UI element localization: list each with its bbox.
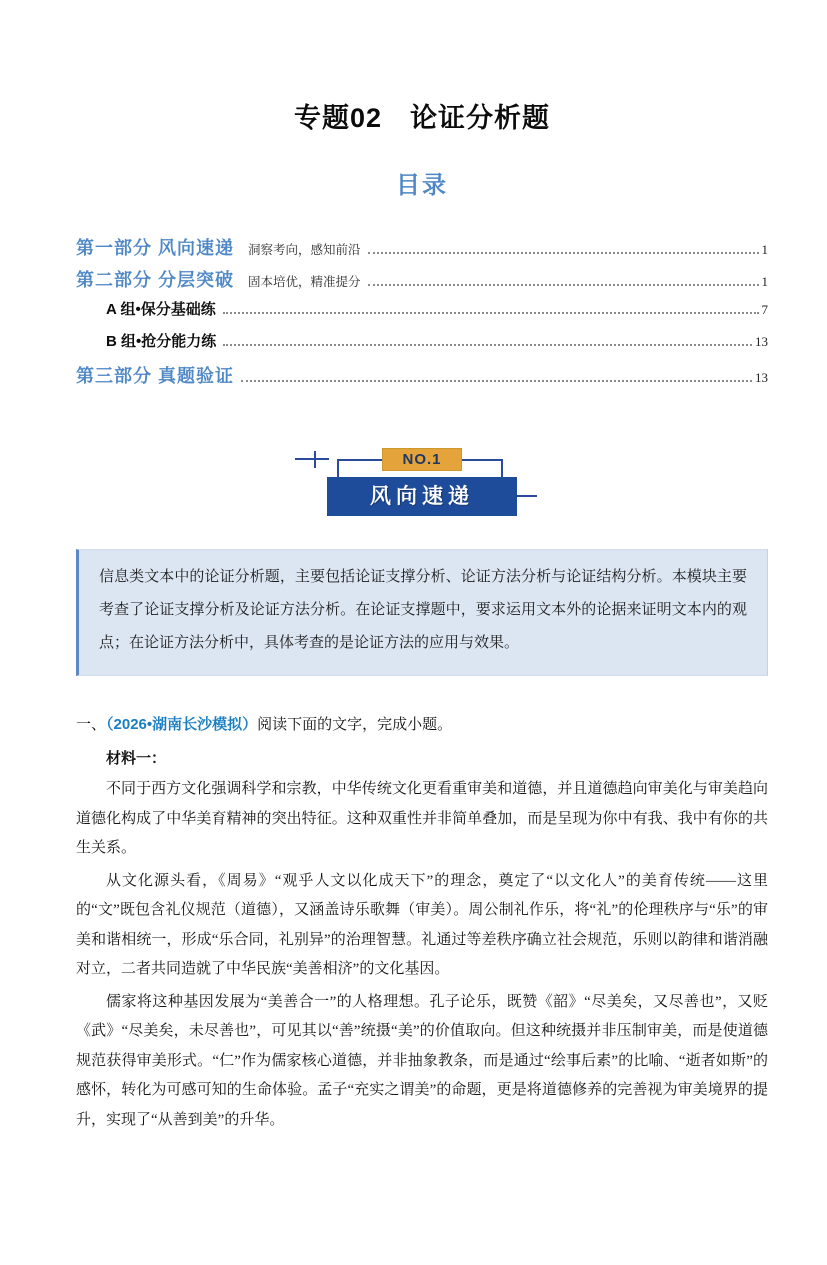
toc-page-number: 1 [761,242,768,257]
toc-entry-label: B 组•抢分能力练 [106,333,217,350]
toc-entry-group-b[interactable] [76,330,768,362]
section-intro-text: 信息类文本中的论证分析题，主要包括论证支撑分析、论证方法分析与论证结构分析。本模块主要考查了论证支撑分析及论证方法分析。在论证支撑题中，要求运用文本外的论据来证明文本内的观点；在论证方法分析中，具体考查的是论证方法的应用与效果。 [99,569,747,651]
toc-title: 目录 [396,172,448,199]
section-number-badge: NO.1 [382,448,462,471]
question-source-citation: （2026•湖南长沙模拟） [106,716,258,733]
toc-page-number: 1 [761,274,768,289]
material-label: 材料一： [106,750,167,767]
toc-entry-label: 第一部分 风向速递 [76,238,235,258]
page-title: 专题02 论证分析题 [293,103,551,133]
toc-dot-leader [368,284,759,286]
toc-entry-label: 第三部分 真题验证 [76,366,235,386]
section-banner-title: 风向速递 [327,477,517,516]
toc-entry-part1[interactable] [76,234,768,266]
toc-dot-leader [368,252,759,254]
question-instruction: 阅读下面的文字，完成小题。 [257,716,453,733]
banner-left-dash [295,458,329,460]
banner-right-dash [517,495,537,497]
material-paragraph: 儒家将这种基因发展为“美善合一”的人格理想。孔子论乐，既赞《韶》“尽美矣，又尽善也”，又贬《武》“尽美矣，未尽善也”，可见其以“善”统摄“美”的价值取向。但这种统摄并非压制审美，而是使道德规范获得审美形式。“仁”作为儒家核心道德，并非抽象教条，而是通过“绘事后素”的比喻、“逝者如斯”的感怀，转化为可感可知的生命体验。孟子“充实之谓美”的命题，更是将道德修养的完善视为审美境界的提升，实现了“从善到美”的升华。 [76,993,768,1128]
toc-entry-subtitle: 洞察考向，感知前沿 [248,243,361,257]
banner-left-tick [314,451,316,468]
toc-page-number: 7 [761,302,768,317]
toc-page-number: 13 [755,370,768,385]
toc-entry-label: A 组•保分基础练 [106,301,216,318]
question-number: 一、 [76,716,107,733]
toc-entry-part2[interactable] [76,266,768,298]
toc-dot-leader [223,312,759,314]
toc-entry-subtitle: 固本培优，精准提分 [248,275,361,289]
toc-dot-leader [223,344,752,346]
material-paragraph: 从文化源头看，《周易》“观乎人文以化成天下”的理念，奠定了“以文化人”的美育传统——这里的“文”既包含礼仪规范（道德），又涵盖诗乐歌舞（审美）。周公制礼作乐，将“礼”的伦理秩序与“乐”的审美和谐相统一，形成“乐合同，礼别异”的治理智慧。礼通过等差秩序确立社会规范，乐则以韵律和谐消融对立，二者共同造就了中华民族“美善相济”的文化基因。 [76,872,768,977]
section-intro-box [76,549,768,676]
page-content [0,96,827,1135]
toc-entry-part3[interactable] [76,362,768,394]
table-of-contents [76,234,768,394]
material-paragraph: 不同于西方文化强调科学和宗教，中华传统文化更看重审美和道德，并且道德趋向审美化与审美趋向道德化构成了中华美育精神的突出特征。这种双重性并非简单叠加，而是呈现为你中有我、我中有你的共生关系。 [76,781,768,856]
toc-dot-leader [241,380,752,382]
question-heading [76,713,768,737]
toc-entry-group-a[interactable] [76,298,768,330]
toc-page-number: 13 [755,334,768,349]
section-banner [327,448,517,516]
toc-entry-label: 第二部分 分层突破 [76,270,235,290]
